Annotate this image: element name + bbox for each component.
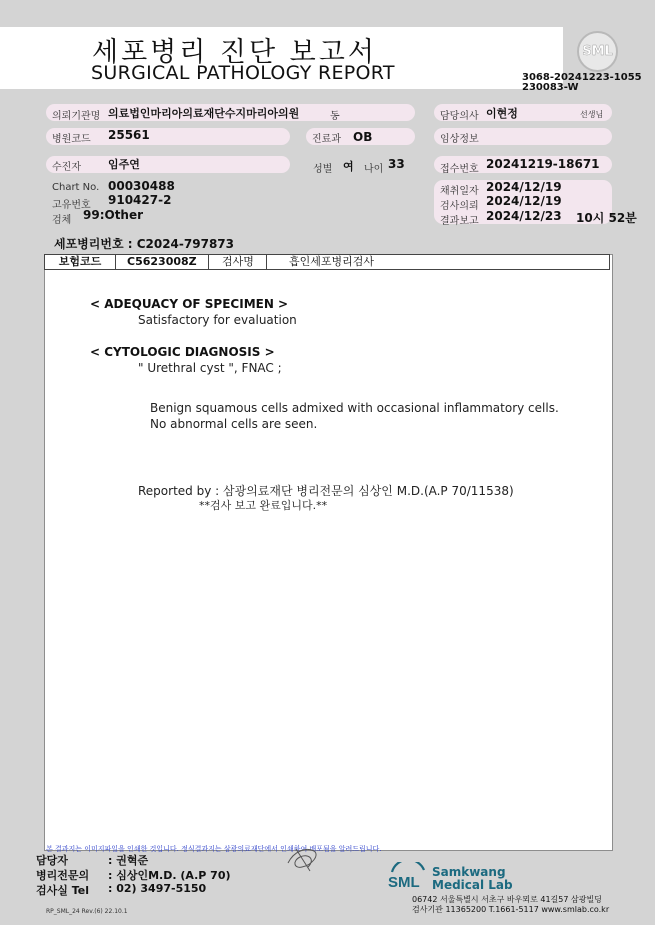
report-complete: **검사 보고 완료입니다.** — [199, 499, 328, 512]
hospital-code-label: 병원코드 — [52, 134, 91, 145]
chart-value: 00030488 — [108, 179, 175, 193]
collect-label: 채취일자 — [440, 186, 479, 197]
institution-label: 의뢰기관명 — [52, 111, 101, 122]
collect-value: 2024/12/19 — [486, 180, 562, 194]
age-label: 나이 — [364, 164, 384, 175]
receipt-label: 접수번호 — [440, 164, 479, 175]
pathologist-label: 병리전문의 — [36, 869, 90, 882]
diagnosis-text: " Urethral cyst ", FNAC ; — [138, 361, 282, 375]
staff-label: 담당자 — [36, 854, 68, 867]
diagnosis-heading: < CYTOLOGIC DIAGNOSIS > — [90, 345, 275, 359]
form-code: RP_SML_24 Rev.(6) 22.10.1 — [46, 908, 128, 915]
insurance-code-label: 보험코드 — [45, 255, 116, 269]
receipt-value: 20241219-18671 — [486, 157, 600, 171]
finding-line-2: No abnormal cells are seen. — [150, 417, 318, 431]
unique-label: 고유번호 — [52, 200, 91, 211]
tel-value: : 02) 3497-5150 — [108, 882, 207, 895]
reported-by: Reported by : 삼광의료재단 병리전문의 심상인 M.D.(A.P 70/11538) — [138, 484, 514, 498]
lab-address: 06742 서울특별시 서초구 바우뫼로 41길57 삼광빌딩 검사기관 11365200 T.1661-5117 www.smlab.co.kr — [412, 895, 610, 914]
sex-value: 여 — [343, 160, 354, 173]
staff-value: : 권혁준 — [108, 854, 149, 867]
age-value: 33 — [388, 157, 405, 171]
doctor-value: 이현정 — [486, 107, 518, 120]
insurance-row — [44, 254, 610, 270]
institution-value: 의료법인마리아의료재단수지마리아의원 — [108, 107, 300, 120]
clinical-info-label: 임상정보 — [440, 134, 479, 145]
chart-label: Chart No. — [52, 182, 100, 193]
tel-label: 검사실 Tel — [36, 884, 89, 897]
specimen-label: 검체 — [52, 215, 72, 226]
department-label: 진료과 — [312, 134, 341, 145]
report-box — [44, 254, 613, 851]
finding-line-1: Benign squamous cells admixed with occasional inflammatory cells. — [150, 401, 559, 415]
result-label: 결과보고 — [440, 216, 479, 227]
cytology-number: 세포병리번호 : C2024-797873 — [54, 237, 234, 251]
svg-text:SML: SML — [388, 874, 420, 890]
adequacy-text: Satisfactory for evaluation — [138, 313, 297, 327]
test-name-label: 검사명 — [210, 255, 267, 269]
insurance-code-value: C5623008Z — [116, 255, 209, 269]
sml-logo: SML — [577, 31, 618, 72]
request-value: 2024/12/19 — [486, 194, 562, 208]
adequacy-heading: < ADEQUACY OF SPECIMEN > — [90, 297, 289, 311]
unique-value: 910427-2 — [108, 193, 172, 207]
report-title-korean: 세포병리 진단 보고서 — [92, 37, 377, 68]
patient-pill — [46, 156, 290, 173]
sex-label: 성별 — [313, 164, 333, 175]
dong-label: 동 — [330, 111, 340, 122]
result-value: 2024/12/23 — [486, 209, 562, 223]
document-code: 3068-20241223-1055 230083-W — [522, 72, 642, 93]
signature — [284, 843, 322, 873]
specimen-value: 99:Other — [83, 208, 144, 222]
test-name-value: 흡인세포병리검사 — [289, 255, 375, 268]
brand-name: Samkwang Medical Lab — [432, 865, 513, 892]
doctor-label: 담당의사 — [440, 111, 479, 122]
result-time: 10시 52분 — [576, 211, 637, 225]
patient-label: 수진자 — [52, 162, 81, 173]
sml-brand-logo — [386, 862, 431, 890]
hospital-code-value: 25561 — [108, 128, 150, 142]
doctor-suffix: 선생님 — [580, 110, 604, 119]
request-label: 검사의뢰 — [440, 201, 479, 212]
department-value: OB — [353, 130, 373, 144]
print-notice: 본 결과지는 이미지파일을 인쇄한 것입니다. 정식결과지는 삼광의료재단에서 인쇄하여 배포됨을 알려드립니다. — [46, 845, 382, 853]
pathologist-value: : 심상인M.D. (A.P 70) — [108, 869, 231, 882]
report-title-english: SURGICAL PATHOLOGY REPORT — [91, 62, 395, 84]
patient-value: 임주연 — [108, 158, 140, 171]
